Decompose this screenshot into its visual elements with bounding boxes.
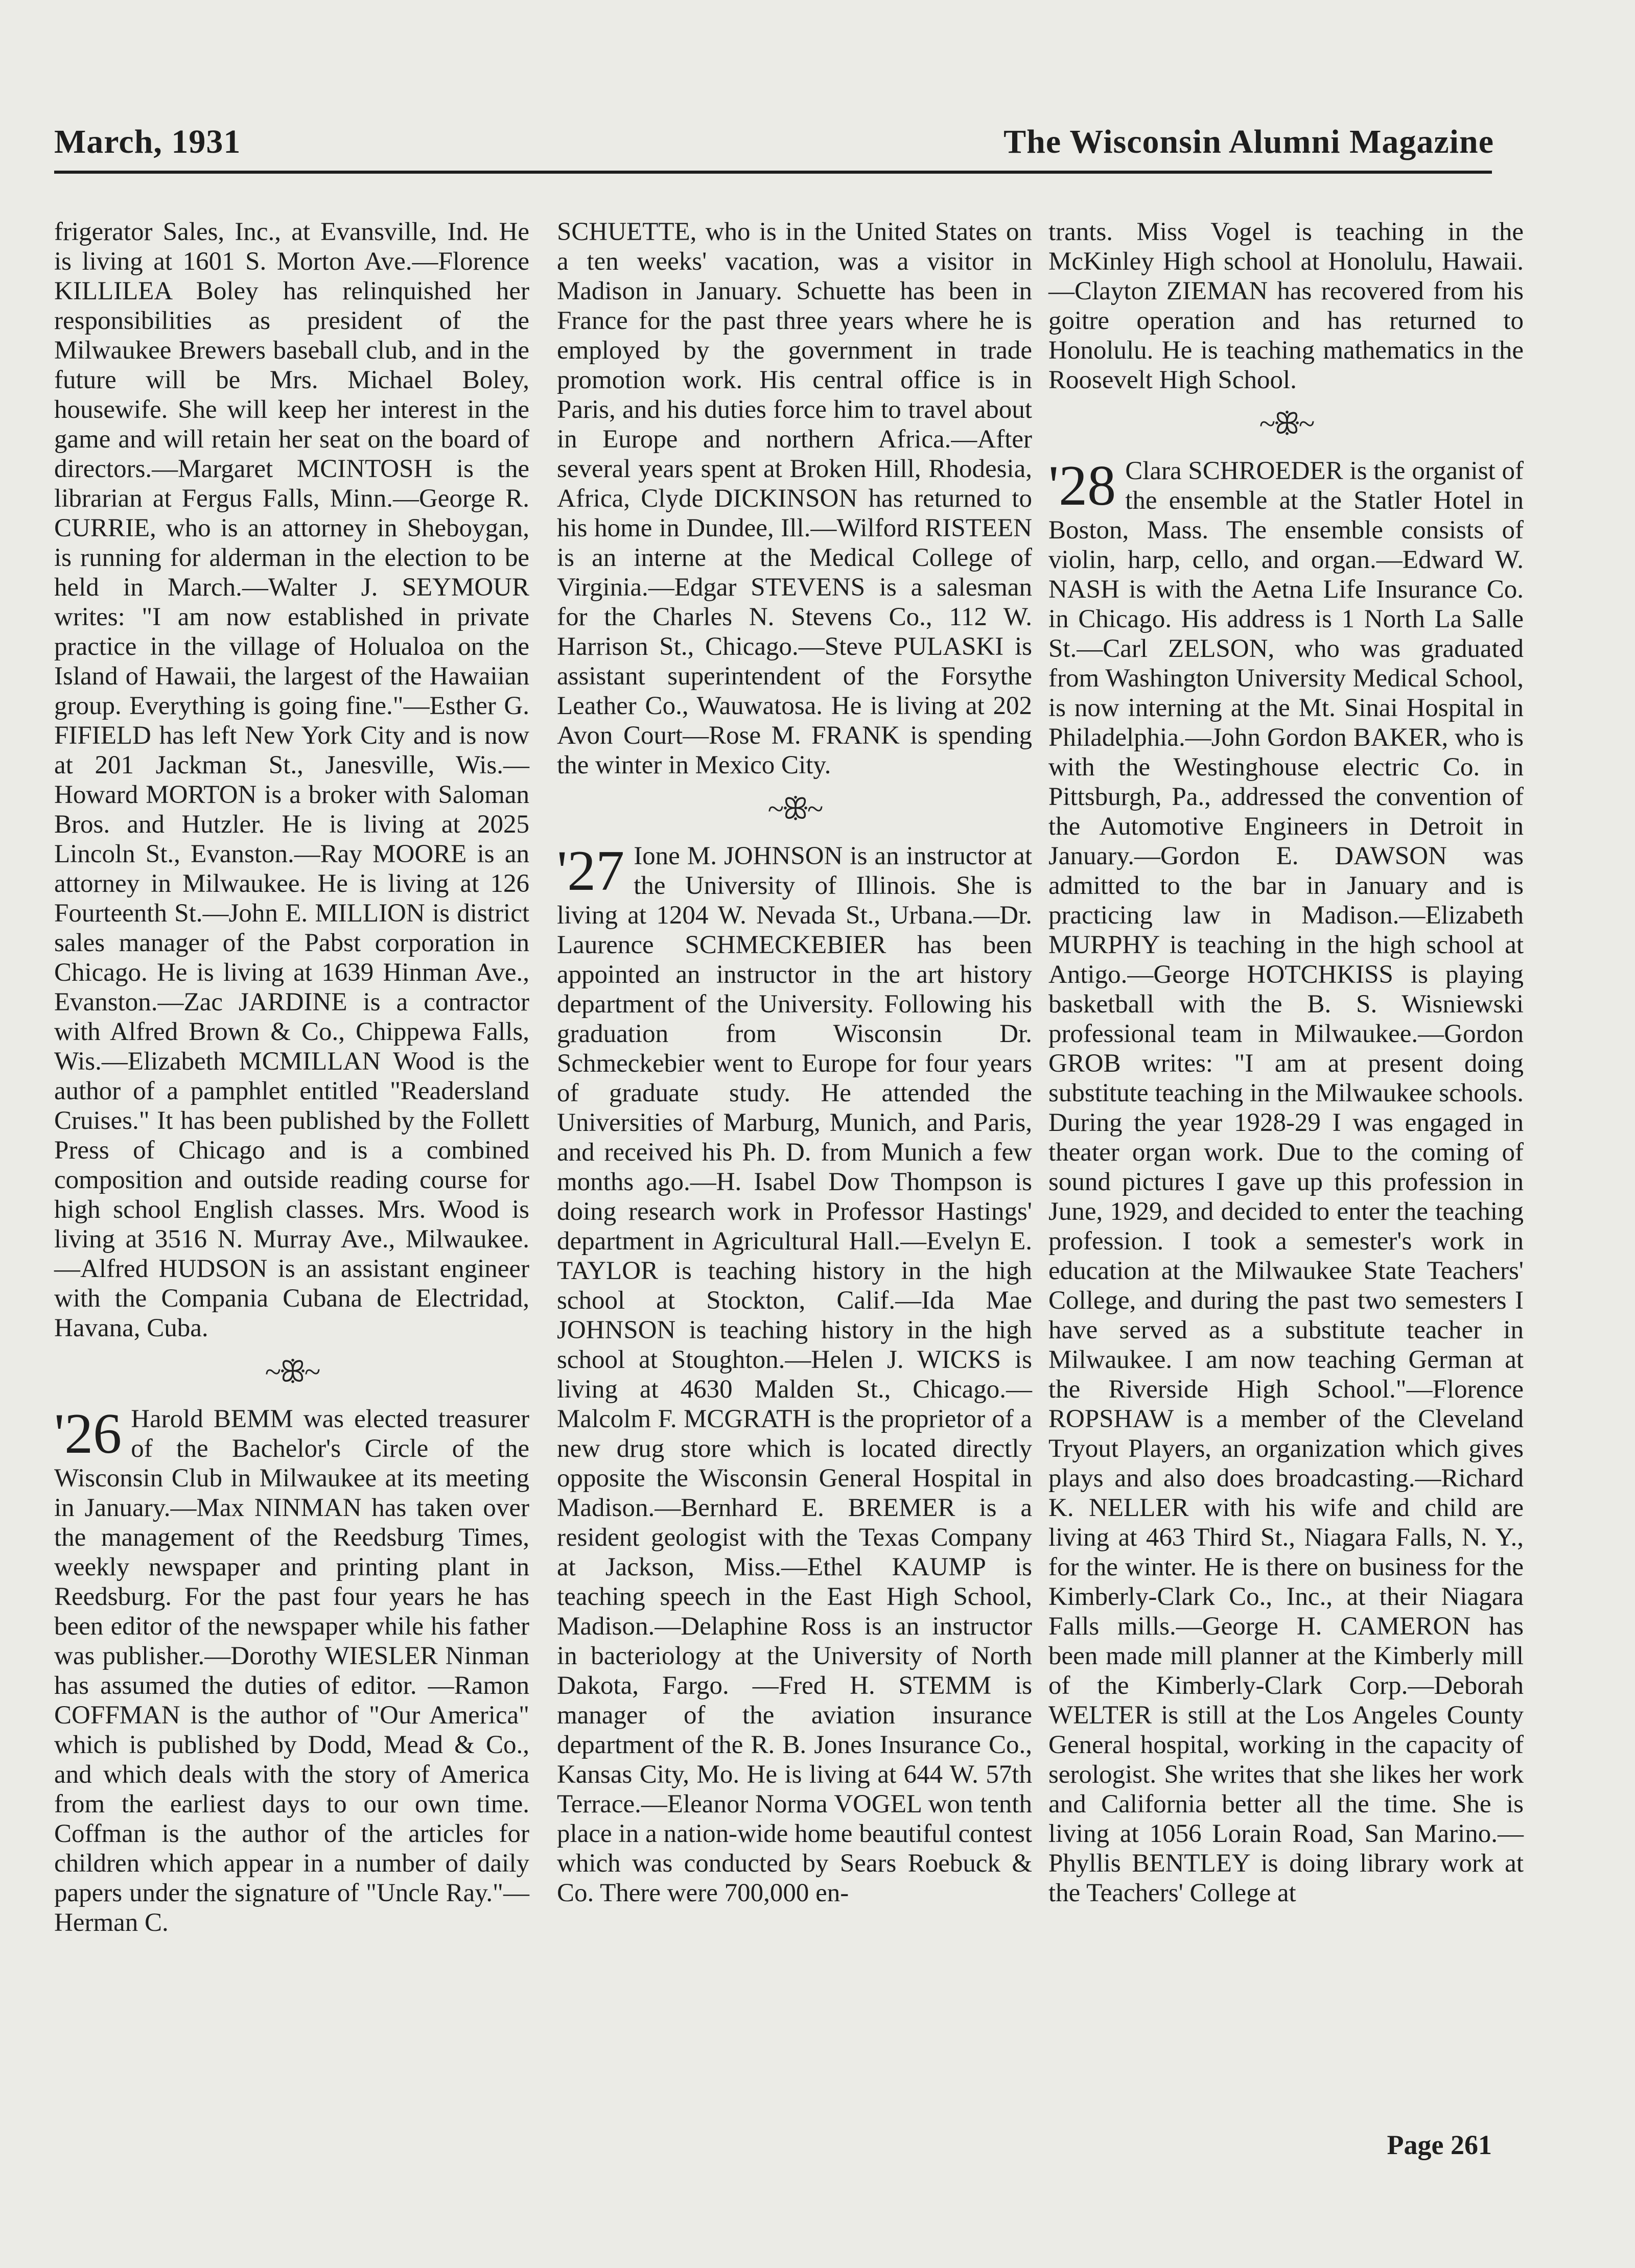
page-number: Page 261 bbox=[1387, 2130, 1492, 2160]
class-1928-entry bbox=[1048, 456, 1524, 1908]
class-year-1928: '28 bbox=[1048, 454, 1116, 517]
column-3 bbox=[1048, 217, 1524, 1908]
column-2-text-a: SCHUETTE, who is in the United States on a ten weeks' vacation, was a visitor in Madison in January. Schuette has been in France for the past three years where he is employed by the government in trade promotion work. His central office is in Paris, and his duties force him to travel about in Europe and northern Africa.—After several years spent at Broken Hill, Rhodesia, Africa, Clyde DICKINSON has returned to his home in Dundee, Ill.—Wilford RISTEEN is an interne at the Medical College of Virginia.—Edgar STEVENS is a salesman for the Charles N. Stevens Co., 112 W. Harrison St., Chicago.—Steve PULASKI is assistant superintendent of the Forsythe Leather Co., Wauwatosa. He is living at 202 Avon Court—Rose M. FRANK is spending the winter in Mexico City. bbox=[557, 218, 1032, 779]
magazine-title: The Wisconsin Alumni Magazine bbox=[1003, 123, 1494, 160]
ornament-divider: ~ꕥ~ bbox=[265, 1355, 319, 1388]
column-3-text-a: trants. Miss Vogel is teaching in the McKinley High school at Honolulu, Hawaii.—Clayton ZIEMAN has recovered from his goitre operation and has returned to Honolulu. He is teaching mathematics in the Roosevelt High School. bbox=[1048, 218, 1524, 394]
column-2-text-b: Ione M. JOHNSON is an instructor at the University of Illinois. She is living at 1204 W. Nevada St., Urbana.—Dr. Laurence SCHMECKEBIER has been appointed an instructor in the art history department of the University. Following his graduation from Wisconsin Dr. Schmeckebier went to Europe for four years of graduate study. He attended the Universities of Marburg, Munich, and Paris, and received his Ph. D. from Munich a few months ago.—H. Isabel Dow Thompson is doing research work in Professor Hastings' department in Agricultural Hall.—Evelyn E. TAYLOR is teaching history in the high school at Stockton, Calif.—Ida Mae JOHNSON is teaching history in the high school at Stoughton.—Helen J. WICKS is living at 4630 Malden St., Chicago.—Malcolm F. MCGRATH is the proprietor of a new drug store which is located directly opposite the Wisconsin General Hospital in Madison.—Bernhard E. BREMER is a resident geologist with the Texas Company at Jackson, Miss.—Ethel KAUMP is teaching speech in the East High School, Madison.—Delaphine Ross is an instructor in bacteriology at the University of North Dakota, Fargo. —Fred H. STEMM is manager of the aviation insurance department of the R. B. Jones Insurance Co., Kansas City, Mo. He is living at 644 W. 57th Terrace.—Eleanor Norma VOGEL won tenth place in a nation-wide home beautiful contest which was conducted by Sears Roebuck & Co. There were 700,000 en- bbox=[557, 842, 1032, 1907]
column-1 bbox=[54, 217, 529, 1938]
ornament-divider: ~ꕥ~ bbox=[1259, 407, 1313, 440]
class-year-1927: '27 bbox=[557, 839, 625, 903]
column-1-text-a: frigerator Sales, Inc., at Evansville, Ind. He is living at 1601 S. Morton Ave.—Florence KILLILEA Boley has relinquished her responsibilities as president of the Milwaukee Brewers baseball club, and in the future will be Mrs. Michael Boley, housewife. She will keep her interest in the game and will retain her seat on the board of directors.—Margaret MCINTOSH is the librarian at Fergus Falls, Minn.—George R. CURRIE, who is an attorney in Sheboygan, is running for alderman in the election to be held in March.—Walter J. SEYMOUR writes: "I am now established in private practice in the village of Holualoa on the Island of Hawaii, the largest of the Hawaiian group. Everything is going fine."—Esther G. FIFIELD has left New York City and is now at 201 Jackman St., Janesville, Wis.—Howard MORTON is a broker with Saloman Bros. and Hutzler. He is living at 2025 Lincoln St., Evanston.—Ray MOORE is an attorney in Milwaukee. He is living at 126 Fourteenth St.—John E. MILLION is district sales manager of the Pabst corporation in Chicago. He is living at 1639 Hinman Ave., Evanston.—Zac JARDINE is a contractor with Alfred Brown & Co., Chippewa Falls, Wis.—Elizabeth MCMILLAN Wood is the author of a pamphlet entitled "Readersland Cruises." It has been published by the Follett Press of Chicago and is a combined composition and outside reading course for high school English classes. Mrs. Wood is living at 3516 N. Murray Ave., Milwaukee.—Alfred HUDSON is an assistant engineer with the Compania Cubana de Electridad, Havana, Cuba. bbox=[54, 218, 529, 1342]
class-1926-entry bbox=[54, 1404, 529, 1938]
column-3-text-b: Clara SCHROEDER is the organist of the ensemble at the Statler Hotel in Boston, Mass. The ensemble consists of violin, harp, cello, and organ.—Edward W. NASH is with the Aetna Life Insurance Co. in Chicago. His address is 1 North La Salle St.—Carl ZELSON, who was graduated from Washington University Medical School, is now interning at the Mt. Sinai Hospital in Philadelphia.—John Gordon BAKER, who is with the Westinghouse electric Co. in Pittsburgh, Pa., addressed the convention of the Automotive Engineers in Detroit in January.—Gordon E. DAWSON was admitted to the bar in January and is practicing law in Madison.—Elizabeth MURPHY is teaching in the high school at Antigo.—George HOTCHKISS is playing basketball with the B. S. Wisniewski professional team in Milwaukee.—Gordon GROB writes: "I am at present doing substitute teaching in the Milwaukee schools. During the year 1928-29 I was engaged in theater organ work. Due to the coming of sound pictures I gave up this profession in June, 1929, and decided to enter the teaching profession. I took a semester's work in education at the Milwaukee State Teachers' College, and during the past two semesters I have served as a substitute teacher in Milwaukee. I am now teaching German at the Riverside High School."—Florence ROPSHAW is a member of the Cleveland Tryout Players, an organization which gives plays and also does broadcasting.—Richard K. NELLER with his wife and child are living at 463 Third St., Niagara Falls, N. Y., for the winter. He is there on business for the Kimberly-Clark Co., Inc., at their Niagara Falls mills.—George H. CAMERON has been made mill planner at the Kimberly mill of the Kimberly-Clark Corp.—Deborah WELTER is still at the Los Angeles County General hospital, working in the capacity of serologist. She writes that she likes her work and California better all the time. She is living at 1056 Lorain Road, San Marino.—Phyllis BENTLEY is doing library work at the Teachers' College at bbox=[1048, 457, 1524, 1907]
column-2 bbox=[557, 217, 1032, 1908]
header-rule bbox=[54, 171, 1492, 174]
issue-date: March, 1931 bbox=[54, 123, 241, 160]
ornament-divider: ~ꕥ~ bbox=[767, 792, 822, 825]
class-1927-entry bbox=[557, 841, 1032, 1908]
class-year-1926: '26 bbox=[54, 1402, 122, 1466]
column-1-text-b: Harold BEMM was elected treasurer of the Bachelor's Circle of the Wisconsin Club in Milwaukee at its meeting in January.—Max NINMAN has taken over the management of the Reedsburg Times, weekly newspaper and printing plant in Reedsburg. For the past four years he has been editor of the newspaper while his father was publisher.—Dorothy WIESLER Ninman has assumed the duties of editor. —Ramon COFFMAN is the author of "Our America" which is published by Dodd, Mead & Co., and which deals with the story of America from the earliest days to our own time. Coffman is the author of the articles for children which appear in a number of daily papers under the signature of "Uncle Ray."—Herman C. bbox=[54, 1405, 529, 1937]
